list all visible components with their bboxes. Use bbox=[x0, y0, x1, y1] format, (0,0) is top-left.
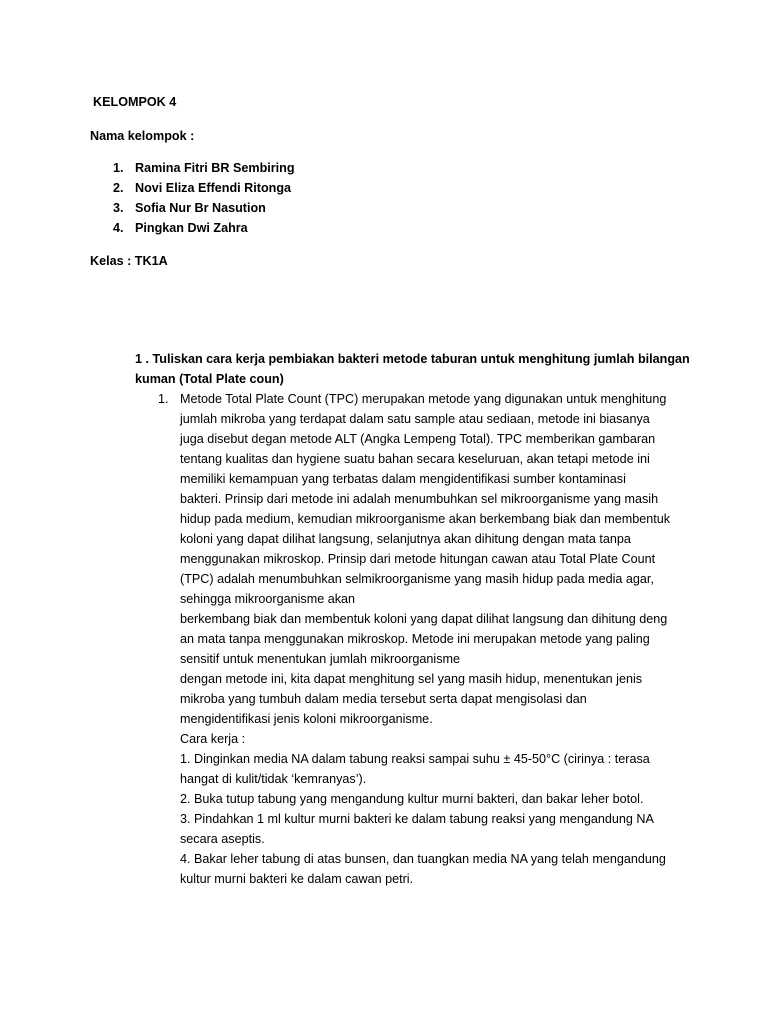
answer-line: 2. Buka tutup tabung yang mengandung kultur murni bakteri, dan bakar leher botol. bbox=[180, 792, 644, 806]
answer-line: tentang kualitas dan hygiene suatu bahan secara keseluruan, akan tetapi metode ini bbox=[180, 452, 650, 466]
answer-line: koloni yang dapat dilihat langsung, selanjutnya akan dihitung dengan mata tanpa bbox=[180, 532, 631, 546]
members-label: Nama kelompok : bbox=[90, 129, 195, 143]
member-number: 1. bbox=[113, 161, 124, 175]
answer-line: secara aseptis. bbox=[180, 832, 265, 846]
answer-line: Metode Total Plate Count (TPC) merupakan metode yang digunakan untuk menghitung bbox=[180, 392, 667, 406]
question-line: kuman (Total Plate coun) bbox=[135, 372, 284, 386]
answer-line: (TPC) adalah menumbuhkan selmikroorganisme yang masih hidup pada media agar, bbox=[180, 572, 654, 586]
group-title: KELOMPOK 4 bbox=[93, 95, 177, 109]
answer-line: 4. Bakar leher tabung di atas bunsen, dan tuangkan media NA yang telah mengandung bbox=[180, 852, 666, 866]
member-name: Sofia Nur Br Nasution bbox=[135, 201, 266, 215]
answer-line: memiliki kemampuan yang terbatas dalam mengidentifikasi sumber kontaminasi bbox=[180, 472, 626, 486]
class-label: Kelas : TK1A bbox=[90, 254, 168, 268]
answer-line: sehingga mikroorganisme akan bbox=[180, 592, 356, 606]
member-number: 3. bbox=[113, 201, 124, 215]
answer-line: menggunakan mikroskop. Prinsip dari metode hitungan cawan atau Total Plate Count bbox=[180, 552, 656, 566]
answer-line: hidup pada medium, kemudian mikroorganisme akan berkembang biak dan membentuk bbox=[180, 512, 671, 526]
answer-line: Cara kerja : bbox=[180, 732, 246, 746]
answer-line: mikroba yang tumbuh dalam media tersebut serta dapat mengisolasi dan bbox=[180, 692, 587, 706]
member-name: Ramina Fitri BR Sembiring bbox=[135, 161, 295, 175]
member-number: 4. bbox=[113, 221, 124, 235]
answer-line: 1. Dinginkan media NA dalam tabung reaksi sampai suhu ± 45-50°C (cirinya : terasa bbox=[180, 752, 650, 766]
answer-line: dengan metode ini, kita dapat menghitung sel yang masih hidup, menentukan jenis bbox=[180, 672, 643, 686]
answer-line: 3. Pindahkan 1 ml kultur murni bakteri ke dalam tabung reaksi yang mengandung NA bbox=[180, 812, 654, 826]
answer-line: berkembang biak dan membentuk koloni yang dapat dilihat langsung dan dihitung deng bbox=[180, 612, 668, 626]
member-name: Novi Eliza Effendi Ritonga bbox=[135, 181, 292, 195]
answer-line: hangat di kulit/tidak ‘kemranyas’). bbox=[180, 772, 367, 786]
member-name: Pingkan Dwi Zahra bbox=[135, 221, 248, 235]
answer-line: an mata tanpa menggunakan mikroskop. Metode ini merupakan metode yang paling bbox=[180, 632, 650, 646]
member-number: 2. bbox=[113, 181, 124, 195]
answer-line: bakteri. Prinsip dari metode ini adalah menumbuhkan sel mikroorganisme yang masih bbox=[180, 492, 659, 506]
answer-line: juga disebut degan metode ALT (Angka Lempeng Total). TPC memberikan gambaran bbox=[180, 432, 656, 446]
answer-number: 1. bbox=[158, 392, 169, 406]
answer-line: mengidentifikasi jenis koloni mikroorganisme. bbox=[180, 712, 433, 726]
answer-line: sensitif untuk menentukan jumlah mikroorganisme bbox=[180, 652, 460, 666]
answer-line: kultur murni bakteri ke dalam cawan petri. bbox=[180, 872, 414, 886]
answer-line: jumlah mikroba yang terdapat dalam satu sample atau sediaan, metode ini biasanya bbox=[180, 412, 650, 426]
question-line: 1 . Tuliskan cara kerja pembiakan bakteri metode taburan untuk menghitung jumlah bilangan bbox=[135, 352, 690, 366]
